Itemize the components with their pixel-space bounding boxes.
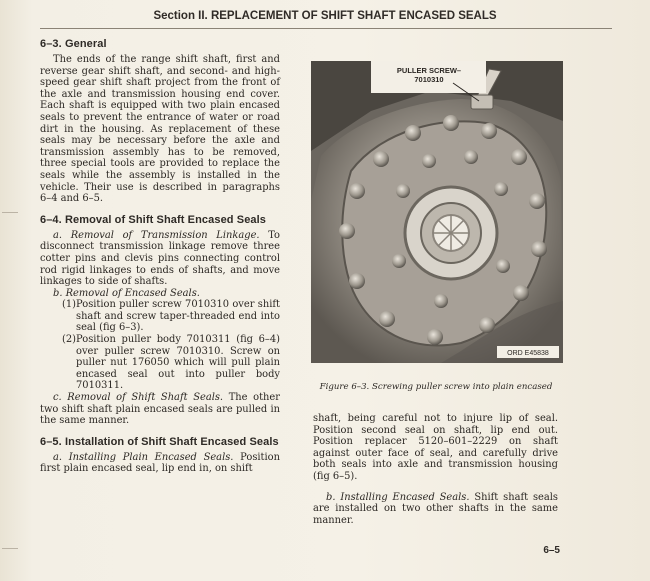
list-item-number: (2) (62, 334, 76, 346)
text-6-4c: The other two shift shaft plain encased seals are pulled in the same manner. (40, 392, 280, 427)
subhead-6-5b: b. Installing Encased Seals. (326, 491, 470, 503)
text-6-5b: Shift shaft seals are installed on two other shafts in the same manner. (313, 491, 558, 526)
list-item (40, 334, 280, 392)
heading-6-3: 6–3. General (40, 38, 107, 50)
figure-photo (311, 61, 563, 363)
figure-caption: Figure 6–3. Screwing puller screw into plain encased (319, 382, 553, 392)
list-item-number: (1) (62, 299, 76, 311)
right-column (313, 413, 558, 526)
heading-6-5: 6–5. Installation of Shift Shaft Encased Seals (40, 435, 279, 448)
callout-part-number: 7010310 (414, 75, 444, 84)
list-item-text: Position puller screw 7010310 over shift shaft and screw taper-threaded end into seal (fig 6–3). (76, 299, 280, 334)
header-rule (40, 28, 612, 29)
paragraph-6-3: The ends of the range shift shaft, first and reverse gear shift shaft, and second- and high-speed gear shift shaft project from the front of the axle and transmission housing end cover. Each shaft is equipped with two plain encased seals to prevent the entrance of water or road dirt in the housing. As replacement of these seals may be necessary before the axle and transmission assembly has to be removed, three special tools are provided to replace the seals while the assembly is installed in the vehicle. Their use is described in paragraphs 6–4 and 6–5. (40, 54, 280, 205)
margin-mark (2, 212, 18, 213)
subhead-6-4c: c. Removal of Shift Shaft Seals. (53, 392, 224, 404)
paragraph-6-5a (40, 452, 280, 475)
callout-label: PULLER SCREW– (396, 66, 462, 75)
paragraph-6-5a-continued: shaft, being careful not to injure lip of seal. Position second seal on shaft, lip end out. Position replacer 5120–601–2229 on shaft against outer face of seal, and carefully drive both seals into axle and transmission housing (fig 6–5). (313, 413, 558, 482)
text-6-5a: Position first plain encased seal, lip end in, on shift (40, 451, 280, 475)
paragraph-6-5b (313, 492, 558, 527)
housing-photo-illustration (311, 61, 563, 363)
list-item-text: Position puller body 7010311 (fig 6–4) over puller screw 7010310. Screw on puller nut 176050 which will pull plain encased seal out into puller body 7010311. (76, 334, 280, 392)
page-number: 6–5 (543, 545, 560, 556)
margin-mark (2, 548, 18, 549)
ord-label: ORD E45838 (507, 350, 549, 357)
text-6-4a: To disconnect transmission linkage remove three cotter pins and clevis pins connecting control rod rigid linkages to ends of shafts, and move linkages to side of shafts. (40, 229, 281, 288)
subhead-6-4a: a. Removal of Transmission Linkage. (53, 229, 260, 241)
subhead-6-5a: a. Installing Plain Encased Seals. (53, 451, 234, 463)
paragraph-6-4a (40, 230, 280, 288)
paragraph-6-4c (40, 392, 280, 427)
section-header: Section II. REPLACEMENT OF SHIFT SHAFT ENCASED SEALS (153, 10, 497, 22)
heading-6-4: 6–4. Removal of Shift Shaft Encased Seals (40, 213, 267, 226)
list-item (40, 299, 280, 334)
left-column (40, 38, 280, 475)
subhead-6-4b: b. Removal of Encased Seals. (53, 287, 200, 299)
